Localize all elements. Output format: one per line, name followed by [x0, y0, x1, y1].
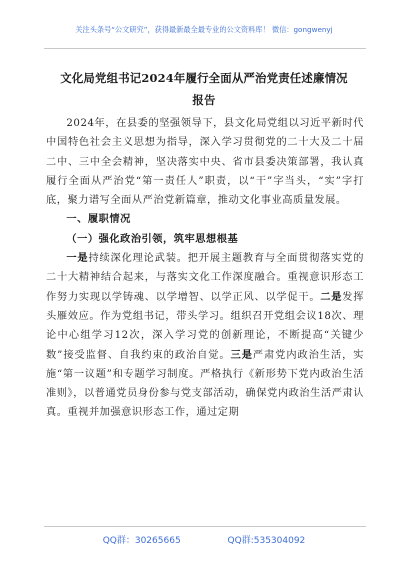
footer-qq-group-2: QQ群:535304092: [227, 536, 306, 546]
paragraph-text-2: 发挥头雁效应。作为党组书记，带头学习。组织召开党组会议18次、理论中心组学习12次，深入学习党的创新理论，不断提高“关键少数”接受监督、自我约束的政治自觉。: [46, 291, 364, 361]
footer-qq-group-1: QQ群：30265665: [102, 536, 181, 546]
header-promo-note: 关注头条号“公文研究”，获得最新最全最专业的公文资料库！ 微信：gongwenyj: [75, 25, 333, 34]
intro-paragraph: 2024年，在县委的坚强领导下，县文化局党组以习近平新时代中国特色社会主义思想为指导，深入学习贯彻党的二十大及二十届二中、三中全会精神，坚决落实中央、省市县委决策部署，我认真履行全面从严治党“第一责任人”职责，以“干”字当头，“实”字打底，聚力谱写全面从严治党新篇章，推动文化事业高质量发展。: [46, 118, 364, 207]
lead-phrase-2: 二是: [320, 290, 343, 303]
document-title: 文化局党组书记2024年履行全面从严治党责任述廉情况报告: [60, 71, 348, 107]
paragraph-text-1: 持续深化理论武装。把开展主题教育与全面贯彻落实党的二十大精神结合起来，与落实文化工作深度融合。重视意识形态工作努力实现以学铸魂、以学增智、以学正风、以学促干。: [46, 253, 364, 303]
document-body: [46, 114, 364, 423]
lead-phrase-1: 一是: [66, 252, 89, 265]
footer-contact: [0, 533, 408, 546]
section-paragraph: [46, 249, 364, 423]
paragraph-text-3: 严肃党内政治生活，实施“第一议题”和专题学习制度。严格执行《新形势下党内政治生活准则》，以普通党员身份参与党支部活动，确保党内政治生活严肃认真。重视并加强意识形态工作，通过定期: [46, 349, 365, 419]
lead-phrase-3: 三是: [230, 348, 253, 361]
footer-divider: [44, 526, 366, 527]
subsection-heading: （一）强化政治引领，筑牢思想根基: [66, 232, 239, 245]
header-divider: [44, 48, 366, 49]
section-heading: 一、履职情况: [66, 214, 131, 226]
